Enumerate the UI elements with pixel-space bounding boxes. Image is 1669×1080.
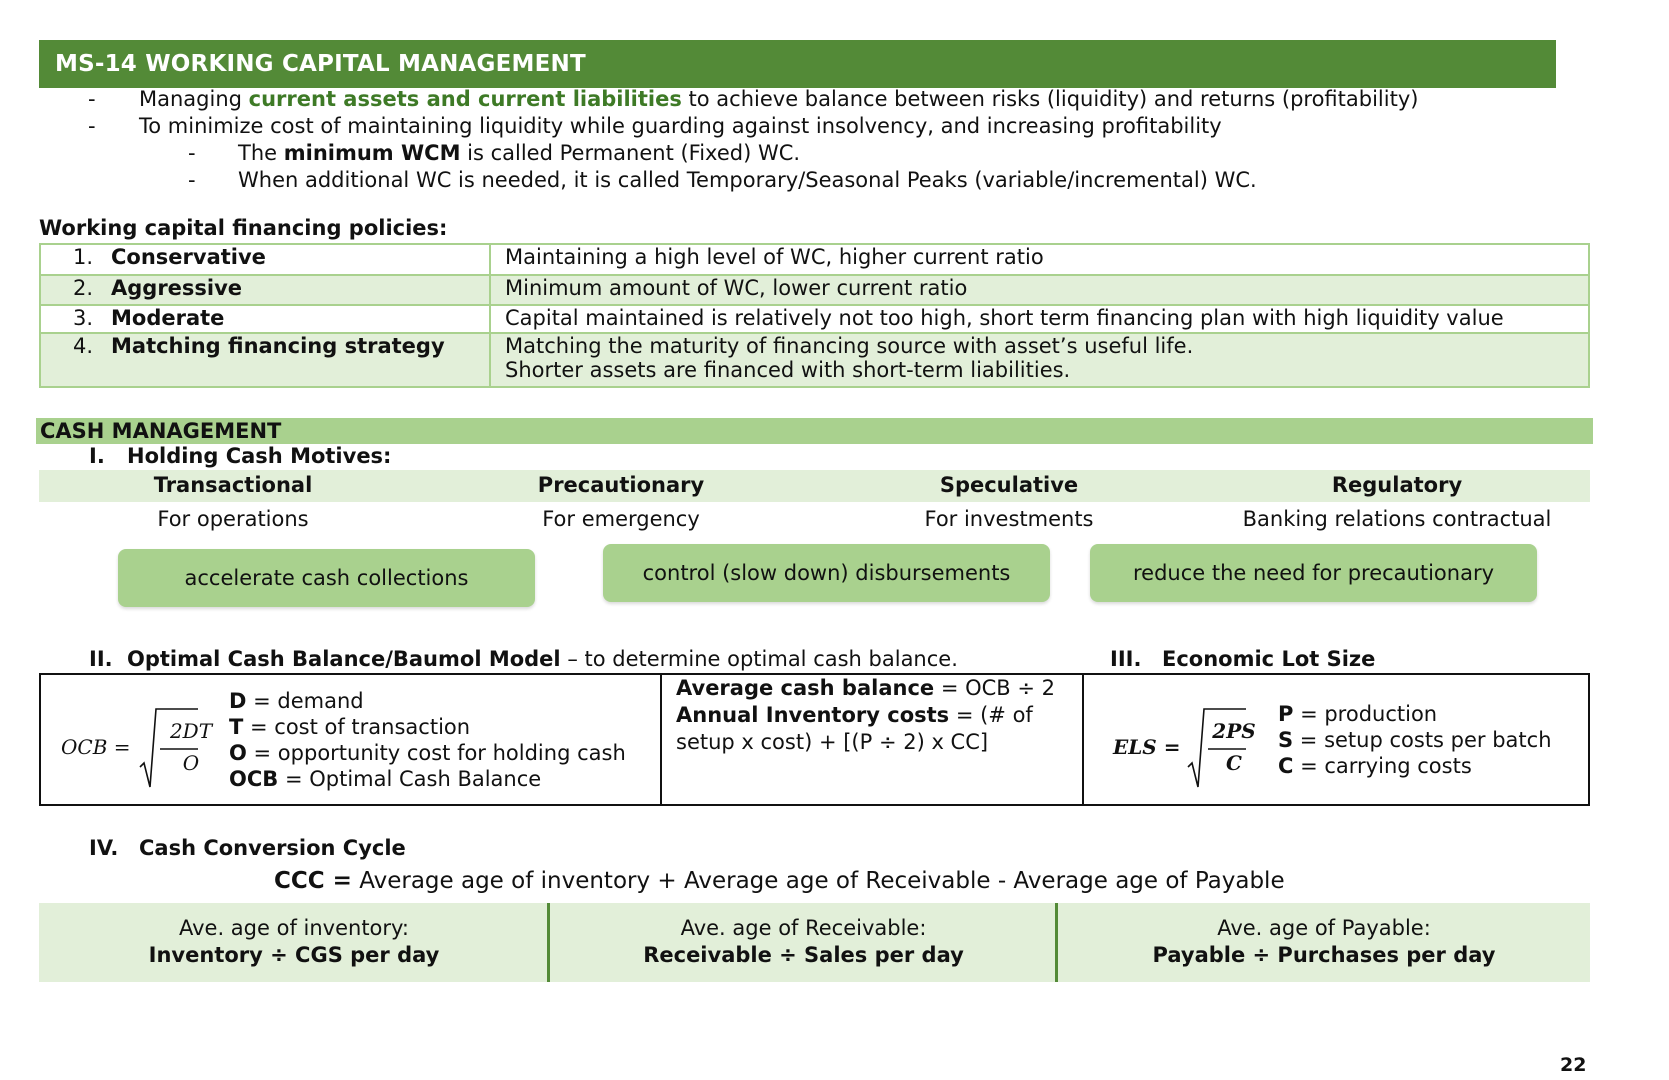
variable-symbol: C xyxy=(1278,754,1294,778)
bullet-dash: - xyxy=(188,141,196,165)
intro-line-1-highlight: current assets and current liabilities xyxy=(248,87,682,111)
ocb-variable xyxy=(229,714,470,740)
ccc-heading: Cash Conversion Cycle xyxy=(139,836,406,860)
annual-inventory-costs-label: Annual Inventory costs xyxy=(676,703,950,727)
els-variable xyxy=(1278,727,1552,753)
intro-subline-2: When additional WC is needed, it is called Temporary/Seasonal Peaks (variable/incremental) WC. xyxy=(238,168,1257,192)
ccc-formula-rhs: Average age of inventory + Average age of Receivable - Average age of Payable xyxy=(351,868,1285,894)
table-row xyxy=(40,333,1589,387)
divider xyxy=(1082,675,1084,804)
ccc-formula xyxy=(274,868,1285,894)
motive-title: Precautionary xyxy=(537,473,705,497)
policy-number: 3. xyxy=(72,306,93,330)
motives-heading-number: I. xyxy=(89,444,105,468)
intro-line-2: To minimize cost of maintaining liquidity while guarding against insolvency, and increasing profitability xyxy=(139,114,1222,138)
annual-inventory-costs xyxy=(676,702,1033,728)
ccc-component-formula: Inventory ÷ CGS per day xyxy=(148,943,440,967)
intro-line-1 xyxy=(139,86,1418,112)
baumol-title: Optimal Cash Balance/Baumol Model xyxy=(127,647,561,671)
ccc-component-label: Ave. age of Receivable: xyxy=(680,916,927,940)
ocb-formula-lhs: OCB = xyxy=(61,735,131,759)
ocb-variable xyxy=(229,688,364,714)
motive-title: Transactional xyxy=(153,473,313,497)
policy-description-line-2: Shorter assets are financed with short-term liabilities. xyxy=(505,358,1071,382)
ccc-component xyxy=(39,903,549,982)
intro-subline-1-pre: The xyxy=(238,141,284,165)
ocb-variable xyxy=(229,740,626,766)
variable-definition: = Optimal Cash Balance xyxy=(278,767,542,791)
annual-inventory-costs-continued: setup x cost) + [(P ÷ 2) x CC] xyxy=(676,730,989,754)
baumol-subtitle: – to determine optimal cash balance. xyxy=(560,647,958,671)
page-number: 22 xyxy=(1560,1054,1587,1076)
variable-symbol: S xyxy=(1278,728,1294,752)
policy-number: 4. xyxy=(72,334,93,358)
policy-name: Aggressive xyxy=(111,276,243,300)
els-variable xyxy=(1278,753,1472,779)
variable-symbol: OCB xyxy=(229,767,279,791)
policy-description xyxy=(490,333,1589,387)
variable-definition: = carrying costs xyxy=(1293,754,1472,778)
els-denominator: C xyxy=(1226,751,1242,775)
ocb-numerator: 2DT xyxy=(169,719,213,743)
policy-description: Minimum amount of WC, lower current ratio xyxy=(490,275,1589,305)
policy-number: 1. xyxy=(72,245,93,269)
annual-inventory-costs-value: = (# of xyxy=(949,703,1033,727)
policy-name-cell xyxy=(40,305,490,333)
average-cash-balance xyxy=(676,675,1055,701)
intro-subline-1-post: is called Permanent (Fixed) WC. xyxy=(460,141,801,165)
motive-title: Regulatory xyxy=(1331,473,1463,497)
variable-definition: = opportunity cost for holding cash xyxy=(246,741,626,765)
variable-symbol: D xyxy=(229,689,247,713)
els-heading-number: III. xyxy=(1110,647,1142,671)
intro-subline-1 xyxy=(238,140,800,166)
average-cash-balance-label: Average cash balance xyxy=(676,676,935,700)
strategy-pill: control (slow down) disbursements xyxy=(603,544,1050,602)
policy-name-cell xyxy=(40,244,490,275)
table-row xyxy=(40,244,1589,275)
intro-line-1-pre: Managing xyxy=(139,87,249,111)
ocb-denominator: O xyxy=(182,751,200,775)
page-title: MS-14 WORKING CAPITAL MANAGEMENT xyxy=(39,40,1556,88)
baumol-heading xyxy=(127,646,958,672)
els-formula-lhs: ELS = xyxy=(1113,735,1181,759)
intro-line-1-post: to achieve balance between risks (liquidity) and returns (profitability) xyxy=(681,87,1419,111)
policy-name: Conservative xyxy=(111,245,266,269)
policy-description-line-1: Matching the maturity of financing source with asset’s useful life. xyxy=(505,334,1194,358)
ccc-component xyxy=(1058,903,1590,982)
motive-description: For emergency xyxy=(542,507,700,531)
ccc-components-row xyxy=(39,903,1590,982)
policies-heading: Working capital financing policies: xyxy=(39,216,448,240)
bullet-dash: - xyxy=(188,168,196,192)
average-cash-balance-value: = OCB ÷ 2 xyxy=(934,676,1056,700)
bullet-dash: - xyxy=(88,87,96,111)
formula-box xyxy=(39,673,1590,806)
variable-definition: = production xyxy=(1293,702,1438,726)
variable-symbol: P xyxy=(1278,702,1294,726)
ccc-heading-number: IV. xyxy=(89,836,119,860)
policy-name: Matching financing strategy xyxy=(111,334,445,358)
ccc-component-label: Ave. age of Payable: xyxy=(1217,916,1431,940)
policy-description: Maintaining a high level of WC, higher current ratio xyxy=(490,244,1589,275)
els-heading: Economic Lot Size xyxy=(1162,647,1376,671)
cash-management-banner: CASH MANAGEMENT xyxy=(36,418,1593,444)
ocb-variable xyxy=(229,766,541,792)
bullet-dash: - xyxy=(88,114,96,138)
policy-number: 2. xyxy=(72,276,93,300)
motive-title: Speculative xyxy=(939,473,1079,497)
intro-subline-1-bold: minimum WCM xyxy=(283,141,461,165)
variable-symbol: O xyxy=(229,741,247,765)
variable-definition: = cost of transaction xyxy=(243,715,471,739)
sqrt-symbol xyxy=(1186,705,1246,789)
table-row xyxy=(40,305,1589,333)
motives-heading: Holding Cash Motives: xyxy=(127,444,392,468)
policy-name-cell xyxy=(40,275,490,305)
motive-description: Banking relations contractual xyxy=(1242,507,1552,531)
ccc-component-label: Ave. age of inventory: xyxy=(178,916,410,940)
els-variable xyxy=(1278,701,1437,727)
policies-table xyxy=(39,243,1590,388)
baumol-heading-number: II. xyxy=(89,647,113,671)
variable-definition: = setup costs per batch xyxy=(1293,728,1552,752)
motive-description: For investments xyxy=(924,507,1094,531)
ccc-formula-lhs: CCC = xyxy=(274,868,352,894)
strategy-pill: reduce the need for precautionary xyxy=(1090,544,1537,602)
motive-description: For operations xyxy=(157,507,309,531)
ccc-component-formula: Payable ÷ Purchases per day xyxy=(1152,943,1496,967)
els-numerator: 2PS xyxy=(1212,719,1256,743)
variable-definition: = demand xyxy=(246,689,364,713)
ccc-component-formula: Receivable ÷ Sales per day xyxy=(643,943,964,967)
policy-name: Moderate xyxy=(111,306,225,330)
ccc-component xyxy=(550,903,1057,982)
policy-name-cell xyxy=(40,333,490,387)
table-row xyxy=(40,275,1589,305)
strategy-pill: accelerate cash collections xyxy=(118,549,535,607)
divider xyxy=(660,675,662,804)
variable-symbol: T xyxy=(229,715,244,739)
sqrt-symbol xyxy=(138,705,198,789)
policy-description: Capital maintained is relatively not too high, short term financing plan with high liquidity value xyxy=(490,305,1589,333)
